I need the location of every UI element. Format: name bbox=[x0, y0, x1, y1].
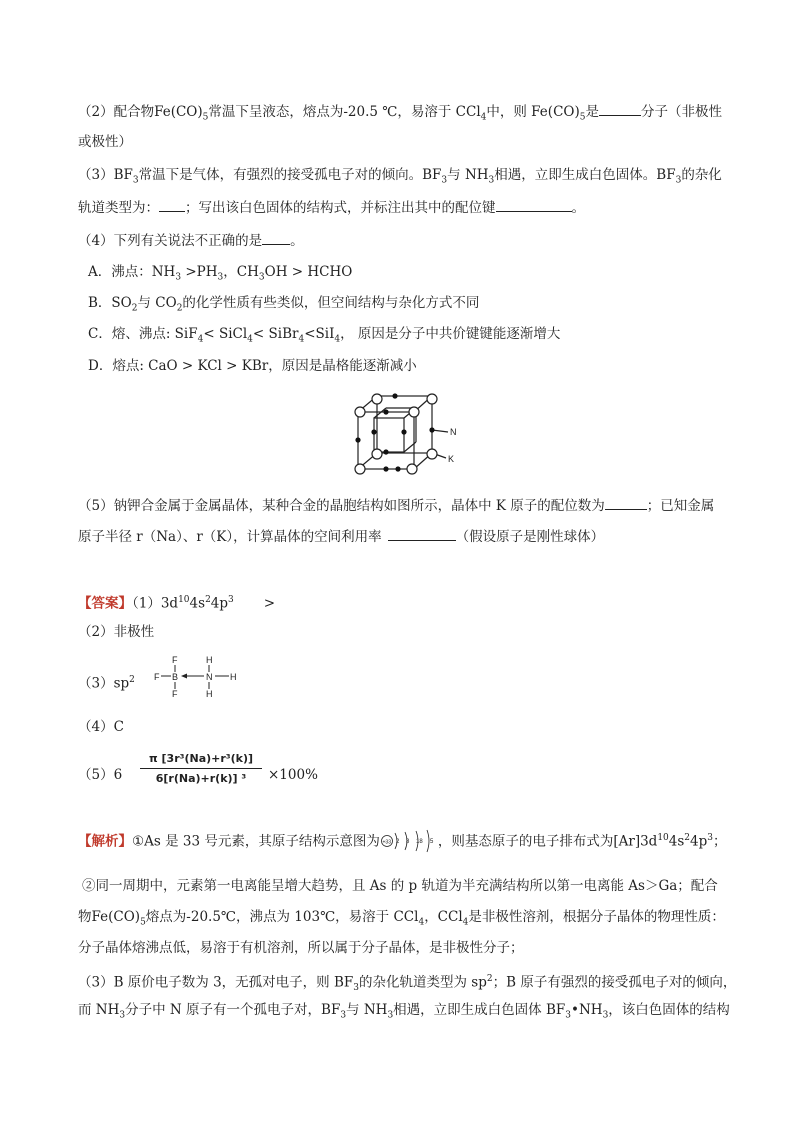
crystal-cell-figure bbox=[350, 388, 470, 480]
analysis-line-2: ②同一周期中，元素第一电离能呈增大趋势，且 As 的 p 轨道为半充满结构所以第一电离能 As＞Ga；配合 bbox=[82, 878, 718, 894]
svg-text:2: 2 bbox=[395, 839, 400, 845]
q4-option-c: C．熔、沸点: SiF$_4$< SiCl$_4$< SiBr$_4$<SiI$_4$， 原因是分子中共价键键能逐渐增大 bbox=[88, 326, 561, 345]
q5-line-1: （5）钠钾合金属于金属晶体，某种合金的晶胞结构如图所示，晶体中 K 原子的配位数为 ；已知金属 bbox=[78, 498, 715, 514]
q2-line-2: 或极性） bbox=[78, 134, 132, 150]
analysis-line-1: 【解析】①As 是 33 号元素，其原子结构示意图为 +33 2 8 18 5 ，则基态原子的电子排布式为$[Ar]3d^{10}4s^24p^3$； bbox=[78, 829, 727, 851]
q4-option-a: A．沸点：$NH_3 >PH_3$，$CH_3OH$ > HCHO bbox=[88, 264, 353, 283]
q4-stem: （4）下列有关说法不正确的是 。 bbox=[78, 233, 304, 249]
q4-option-b: B．$SO_2$与 $CO_2$的化学性质有些类似，但空间结构与杂化方式不同 bbox=[88, 295, 480, 314]
answer-blank[interactable] bbox=[159, 199, 185, 212]
analysis-tag: 【解析】 bbox=[78, 833, 132, 850]
q2-line-1: （2）配合物$Fe(CO)_5$常温下呈液态，熔点为-20.5 ℃，易溶于 CCl$_4$中，则 $Fe(CO)_5$是 分子（非极性 bbox=[78, 104, 722, 123]
label-k: K bbox=[448, 454, 455, 464]
svg-text:B: B bbox=[172, 672, 179, 682]
answer-tag: 【答案】 bbox=[78, 595, 132, 612]
atom-diagram bbox=[380, 835, 438, 849]
answer-line-4: （4）C bbox=[78, 719, 124, 735]
q4-option-d: D．熔点: CaO > KCl > KBr，原因是晶格能逐渐减小 bbox=[88, 358, 417, 374]
answer-line-3: $(3)sp^2$ bbox=[78, 675, 135, 692]
bf3-nh3-structure bbox=[148, 654, 248, 700]
svg-text:F: F bbox=[154, 672, 160, 682]
svg-text:8: 8 bbox=[405, 839, 410, 845]
svg-text:H: H bbox=[206, 655, 213, 665]
q3-line-2: 轨道类型为： ；写出该白色固体的结构式，并标注出其中的配位键 。 bbox=[78, 200, 585, 216]
q5-line-2: 原子半径 r（Na）、r（K），计算晶体的空间利用率 （假设原子是刚性球体） bbox=[78, 529, 605, 545]
fraction-percent: ×100% bbox=[268, 767, 318, 783]
q3-line-1: $(3)BF_3$常温下是气体，有强烈的接受孤电子对的倾向。$BF_3$与 $NH_3$相遇，立即生成白色固体。$BF_3$的杂化 bbox=[78, 167, 722, 186]
svg-text:5: 5 bbox=[429, 839, 434, 845]
fraction-numerator: π [3r³(Na)+r³(k)] bbox=[140, 752, 262, 769]
svg-text:F: F bbox=[172, 689, 178, 699]
fraction-denominator: 6[r(Na)+r(k)] ³ bbox=[155, 772, 247, 785]
answer-line-2: （2）非极性 bbox=[78, 624, 155, 640]
svg-text:18: 18 bbox=[415, 839, 423, 845]
answer-blank[interactable] bbox=[388, 528, 456, 541]
analysis-line-3: 物$Fe(CO)_5$熔点为-20.5℃，沸点为 103℃，易溶于 CCl$_4$，CCl$_4$是非极性溶剂，根据分子晶体的物理性质： bbox=[78, 909, 725, 928]
answer-blank[interactable] bbox=[262, 232, 290, 245]
svg-text:H: H bbox=[206, 689, 213, 699]
svg-text:H: H bbox=[230, 672, 237, 682]
answer-blank[interactable] bbox=[599, 103, 641, 116]
analysis-line-6: 而 $NH_3$分子中 N 原子有一个孤电子对，$BF_3$与 $NH_3$相遇，立即生成白色固体 $BF_3•NH_3$，该白色固体的结构 bbox=[78, 1002, 730, 1021]
label-n: N bbox=[450, 427, 457, 437]
svg-text:+33: +33 bbox=[382, 839, 391, 846]
answer-blank[interactable] bbox=[496, 199, 572, 212]
analysis-line-4: 分子晶体熔沸点低，易溶于有机溶剂，所以属于分子晶体，是非极性分子； bbox=[78, 940, 524, 956]
fraction bbox=[140, 752, 262, 785]
svg-text:N: N bbox=[206, 672, 213, 682]
answer-line-5: （5）6 bbox=[78, 767, 123, 783]
answer-blank[interactable] bbox=[605, 497, 647, 510]
answer-line-1: 【答案】$(1)3d^{10}4s^24p^3$ > bbox=[78, 595, 276, 612]
analysis-line-5: （3）B 原价电子数为 3，无孤对电子，则 $BF_3$的杂化轨道类型为 $sp^2$；B 原子有强烈的接受孤电子对的倾向， bbox=[78, 974, 737, 994]
svg-text:F: F bbox=[172, 655, 178, 665]
